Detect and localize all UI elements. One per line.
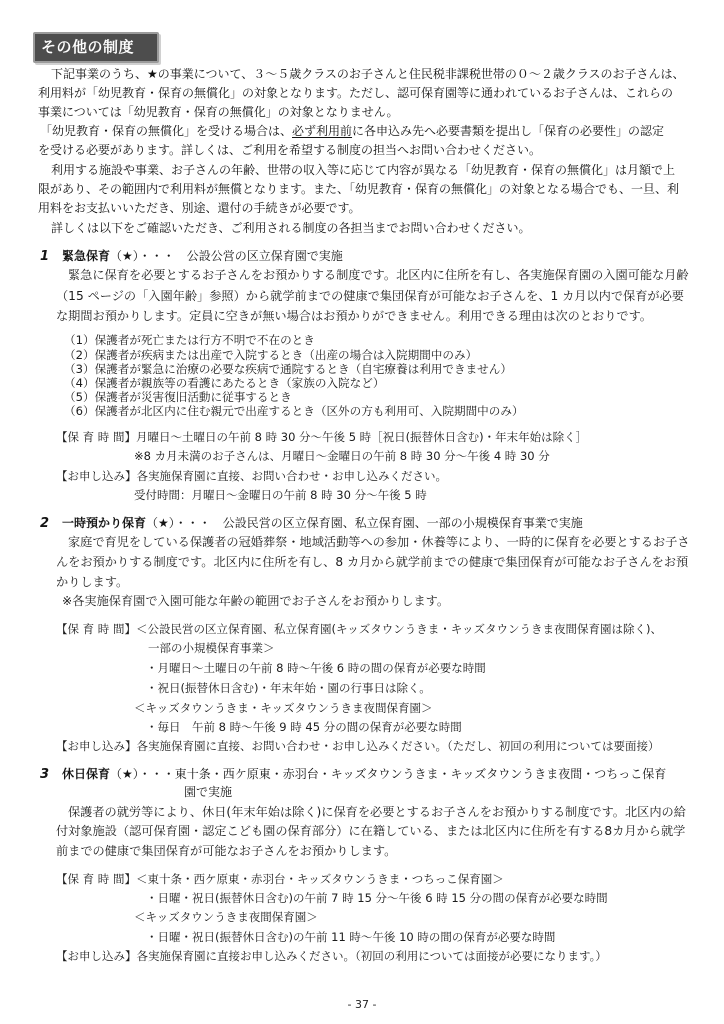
section-3-hours-line: ・日曜・祝日(振替休日含む)の午前 7 時 15 分～午後 6 時 15 分の間の保育が必要な時間 bbox=[146, 891, 608, 905]
section-mark: （★）・・・ bbox=[110, 249, 175, 263]
section-badge: その他の制度 bbox=[33, 32, 159, 63]
section-2-hours-line: 一部の小規模保育事業＞ bbox=[148, 641, 275, 655]
reason-item: （6）保護者が北区内に住む親元で出産するとき（区外の方も利用可、入院期間中のみ） bbox=[64, 404, 524, 418]
section-title: 緊急保育 bbox=[62, 249, 111, 263]
section-1-body-line: 緊急に保育を必要とするお子さんをお預かりする制度です。北区内に住所を有し、各実施保育園の入園可能な月齢 bbox=[68, 268, 689, 282]
section-3-hours bbox=[56, 870, 504, 888]
intro-p3-line-3: 用料をお支払いいただき、別途、還付の手続きが必要です。 bbox=[38, 201, 361, 215]
section-2-hours bbox=[56, 620, 662, 638]
section-number: 1 bbox=[40, 249, 50, 264]
section-2-heading bbox=[40, 514, 583, 533]
section-1-hours bbox=[56, 428, 587, 446]
section-2-apply bbox=[56, 737, 660, 755]
section-3-subtitle-continued: 園で実施 bbox=[184, 785, 233, 799]
section-2-body-line: んをお預かりする制度です。北区内に住所を有し、8 カ月から就学前までの健康で集団保育が可能なお子さんをお預 bbox=[56, 555, 689, 569]
apply-text: 各実施保育園に直接、お問い合わせ・お申し込みください。（ただし、初回の利用については要面接） bbox=[136, 739, 660, 753]
apply-label: 【お申し込み】 bbox=[56, 949, 137, 963]
intro-p4-line: 詳しくは以下をご確認いただき、ご利用される制度の各担当までお問い合わせください。 bbox=[51, 221, 531, 235]
intro-p1-line-3: 事業については「幼児教育・保育の無償化」の対象となりません。 bbox=[38, 105, 399, 119]
section-2-hours-line: ＜キッズタウンうきま・キッズタウンうきま夜間保育園＞ bbox=[134, 701, 433, 715]
section-number: 2 bbox=[40, 516, 50, 531]
section-title: 一時預かり保育 bbox=[62, 516, 147, 530]
intro-p2-text-after: に各申込み先へ必要書類を提出し「保育の必要性」の認定 bbox=[352, 124, 665, 138]
reason-item: （4）保護者が親族等の看護にあたるとき（家族の入院など） bbox=[64, 376, 385, 390]
intro-p2-text-before: 「幼児教育・保育の無償化」を受ける場合は、 bbox=[40, 124, 293, 138]
intro-p1-line-1: 下記事業のうち、★の事業について、３～５歳クラスのお子さんと住民税非課税世帯の０～２歳クラスのお子さんは、 bbox=[51, 67, 685, 81]
intro-p2-line-2: を受ける必要があります。詳しくは、ご利用を希望する制度の担当へお問い合わせください。 bbox=[38, 143, 542, 157]
hours-label: 【保 育 時 間】 bbox=[56, 872, 136, 886]
apply-text: 各実施保育園に直接お申し込みください。（初回の利用については面接が必要になります。） bbox=[136, 949, 607, 963]
section-1-hours-note: ※8 カ月未満のお子さんは、月曜日～金曜日の午前 8 時 30 分～午後 4 時 30 分 bbox=[134, 449, 550, 463]
section-mark: （★）・・・ bbox=[146, 516, 211, 530]
section-mark: （★）・・・ bbox=[110, 767, 175, 781]
section-1-heading bbox=[40, 247, 343, 266]
section-2-hours-line: ・月曜日～土曜日の午前 8 時～午後 6 時の間の保育が必要な時間 bbox=[146, 661, 486, 675]
hours-label: 【保 育 時 間】 bbox=[56, 430, 136, 444]
section-2-body-line: 家庭で育児をしている保護者の冠婚葬祭・地域活動等への参加・休養等により、一時的に保育を必要とするお子さ bbox=[68, 535, 690, 549]
apply-text: 各実施保育園に直接、お問い合わせ・お申し込みください。 bbox=[136, 469, 447, 483]
section-1-body-line: な期間お預かりします。定員に空きが無い場合はお預かりができません。利用できる理由は次のとおりです。 bbox=[56, 309, 652, 323]
section-subtitle: 公設公営の区立保育園で実施 bbox=[186, 249, 343, 263]
section-2-hours-line: ・祝日(振替休日含む)・年末年始・園の行事日は除く。 bbox=[146, 681, 431, 695]
section-3-body-line: 付対象施設（認可保育園・認定こども園の保育部分）に在籍している、または北区内に住所を有する8カ月から就学 bbox=[56, 824, 686, 838]
apply-label: 【お申し込み】 bbox=[56, 739, 137, 753]
section-3-heading bbox=[40, 765, 666, 784]
section-1-body-line: （15 ページの「入園年齢」参照）から就学前までの健康で集団保育が可能なお子さんを、1 カ月以内で保育が必要 bbox=[56, 289, 684, 303]
hours-label: 【保 育 時 間】 bbox=[56, 622, 136, 636]
section-2-hours-line: ・毎日 午前 8 時～午後 9 時 45 分の間の保育が必要な時間 bbox=[146, 720, 462, 734]
section-3-body-line: 前までの健康で集団保育が可能なお子さんをお預かりします。 bbox=[56, 844, 397, 858]
hours-text: 月曜日～土曜日の午前 8 時 30 分～午後 5 時［祝日(振替休日含む)・年末年始は除く］ bbox=[135, 430, 588, 444]
section-1-reception-hours: 受付時間：月曜日～金曜日の午前 8 時 30 分～午後 5 時 bbox=[134, 488, 427, 502]
intro-p2-line-1 bbox=[40, 122, 664, 140]
section-subtitle: 東十条・西ケ原東・赤羽台・キッズタウンうきま・キッズタウンうきま夜間・つちっこ保育 bbox=[174, 767, 667, 781]
section-1-apply bbox=[56, 467, 447, 485]
hours-text: ＜東十条・西ケ原東・赤羽台・キッズタウンうきま・つちっこ保育園＞ bbox=[135, 872, 504, 886]
hours-text: ＜公設民営の区立保育園、私立保育園(キッズタウンうきま・キッズタウンうきま夜間保育園は除く)、 bbox=[135, 622, 662, 636]
underlined-emphasis: 必ず利用前 bbox=[292, 124, 353, 138]
section-3-apply bbox=[56, 947, 607, 965]
section-3-body-line: 保護者の就労等により、休日(年末年始は除く)に保育を必要とするお子さんをお預かりする制度です。北区内の給 bbox=[68, 805, 686, 819]
intro-p3-line-2: 限があり、その範囲内で利用料が無償となります。また、「幼児教育・保育の無償化」の対象となる場合でも、一旦、利 bbox=[38, 182, 680, 196]
apply-label: 【お申し込み】 bbox=[56, 469, 137, 483]
section-3-hours-line: ＜キッズタウンうきま夜間保育園＞ bbox=[134, 910, 318, 924]
section-2-body-line: かりします。 bbox=[56, 575, 129, 589]
page-number: - 37 - bbox=[347, 998, 377, 1011]
section-subtitle: 公設民営の区立保育園、私立保育園、一部の小規模保育事業で実施 bbox=[222, 516, 583, 530]
section-number: 3 bbox=[40, 767, 50, 782]
section-2-note: ※各実施保育園で入園可能な年齢の範囲でお子さんをお預かりします。 bbox=[62, 594, 450, 608]
reason-item: （5）保護者が災害復旧活動に従事するとき bbox=[64, 390, 292, 404]
reason-item: （1）保護者が死亡または行方不明で不在のとき bbox=[64, 333, 315, 347]
intro-p3-line-1: 利用する施設や事業、お子さんの年齢、世帯の収入等に応じて内容が異なる「幼児教育・保育の無償化」は月額で上 bbox=[51, 163, 676, 177]
section-3-hours-line: ・日曜・祝日(振替休日含む)の午前 11 時～午後 10 時の間の保育が必要な時間 bbox=[146, 930, 556, 944]
intro-p1-line-2: 利用料が「幼児教育・保育の無償化」の対象となります。ただし、認可保育園等に通われているお子さんは、これらの bbox=[38, 86, 674, 100]
reason-item: （2）保護者が疾病または出産で入院するとき（出産の場合は入院期間中のみ） bbox=[64, 348, 478, 362]
reason-item: （3）保護者が緊急に治療の必要な疾病で通院するとき（自宅療養は利用できません） bbox=[64, 362, 512, 376]
section-title: 休日保育 bbox=[62, 767, 111, 781]
